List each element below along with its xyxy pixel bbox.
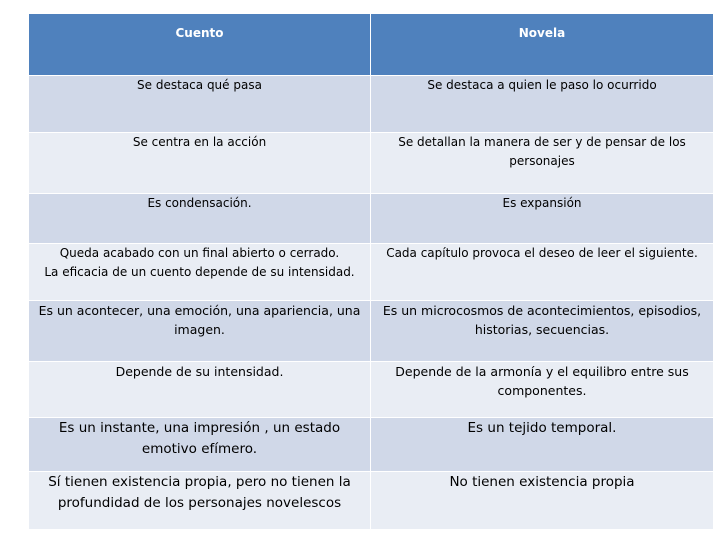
- cell-cuento: [29, 244, 371, 301]
- cell-novela: Cada capítulo provoca el deseo de leer el siguiente.: [371, 244, 714, 301]
- header-novela: Novela: [371, 14, 714, 76]
- cell-cuento: Depende de su intensidad.: [29, 362, 371, 418]
- comparison-table: [28, 13, 714, 530]
- cell-novela: Se destaca a quien le paso lo ocurrido: [371, 76, 714, 133]
- cell-cuento: Se destaca qué pasa: [29, 76, 371, 133]
- header-cuento: Cuento: [29, 14, 371, 76]
- table-row: [29, 133, 714, 194]
- cell-cuento: Es un instante, una impresión , un estado emotivo efímero.: [29, 418, 371, 472]
- cell-cuento: Es un acontecer, una emoción, una apariencia, una imagen.: [29, 301, 371, 362]
- cell-cuento: Es condensación.: [29, 194, 371, 244]
- table-row: [29, 244, 714, 301]
- cell-novela: No tienen existencia propia: [371, 472, 714, 530]
- table-row: [29, 472, 714, 530]
- cell-cuento-line-1: Queda acabado con un final abierto o cerrado.: [59, 246, 340, 260]
- table-row: [29, 418, 714, 472]
- cell-cuento: Se centra en la acción: [29, 133, 371, 194]
- cell-cuento-line-2: La eficacia de un cuento depende de su intensidad.: [44, 265, 355, 279]
- table-row: [29, 194, 714, 244]
- cell-cuento: Sí tienen existencia propia, pero no tienen la profundidad de los personajes novelescos: [29, 472, 371, 530]
- cell-novela: Depende de la armonía y el equilibro entre sus componentes.: [371, 362, 714, 418]
- cell-novela: Es expansión: [371, 194, 714, 244]
- cell-novela: Es un microcosmos de acontecimientos, episodios, historias, secuencias.: [371, 301, 714, 362]
- header-row: [29, 14, 714, 76]
- table-row: [29, 76, 714, 133]
- table-row: [29, 362, 714, 418]
- table-row: [29, 301, 714, 362]
- cell-novela: Es un tejido temporal.: [371, 418, 714, 472]
- cell-novela: Se detallan la manera de ser y de pensar de los personajes: [371, 133, 714, 194]
